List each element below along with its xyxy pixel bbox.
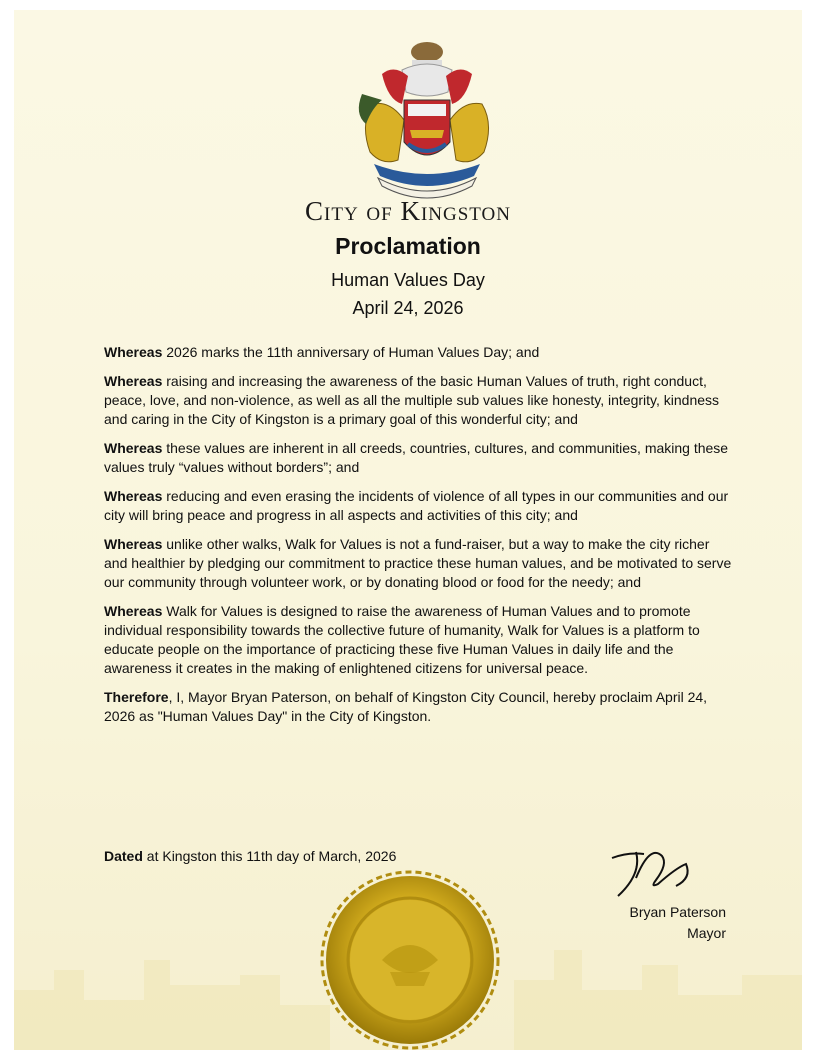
dated-line: Dated at Kingston this 11th day of March, 2026 (104, 848, 397, 864)
proclamation-body (104, 343, 734, 736)
whereas-paragraph-4: Whereas reducing and even erasing the incidents of violence of all types in our communities and our city will bring peace and progress in all aspects and activities of this city; and (104, 488, 729, 523)
mayor-signature (606, 838, 706, 908)
signer-name: Bryan Paterson (629, 904, 726, 920)
proclamation-subtitle: Human Values Day (331, 270, 485, 290)
proclamation-date: April 24, 2026 (352, 298, 464, 318)
whereas-paragraph-1: Whereas 2026 marks the 11th anniversary of Human Values Day; and (104, 344, 540, 360)
therefore-paragraph: Therefore, I, Mayor Bryan Paterson, on behalf of Kingston City Council, hereby proclaim April 24, 2026 as "Human Values Day" in the City of Kingston. (104, 689, 708, 724)
official-gold-seal (318, 868, 502, 1050)
city-title: City of Kingston (305, 196, 511, 226)
proclamation-title: Proclamation (335, 233, 481, 259)
city-crest-logo (352, 34, 502, 204)
whereas-paragraph-6: Whereas Walk for Values is designed to raise the awareness of Human Values and to promote individual responsibility towards the collective future of humanity, Walk for Values is a platform to educate people on the importance of practicing these five Human Values in daily life and the awareness it creates in the making of enlightened citizens for universal peace. (104, 603, 700, 676)
signer-title: Mayor (687, 925, 726, 941)
whereas-paragraph-2: Whereas raising and increasing the awareness of the basic Human Values of truth, right conduct, peace, love, and non-violence, as well as all the multiple sub values like honesty, integrity, kindness and caring in the City of Kingston is a primary goal of this wonderful city; and (104, 373, 720, 427)
signer-block (630, 902, 727, 944)
whereas-paragraph-5: Whereas unlike other walks, Walk for Values is not a fund-raiser, but a way to make the city richer and healthier by pledging our commitment to practice these human values, and be motivated to serve our community through volunteer work, or by donating blood or food for the needy; and (104, 536, 732, 590)
whereas-paragraph-3: Whereas these values are inherent in all creeds, countries, cultures, and communities, making these values truly “values without borders”; and (104, 440, 729, 475)
